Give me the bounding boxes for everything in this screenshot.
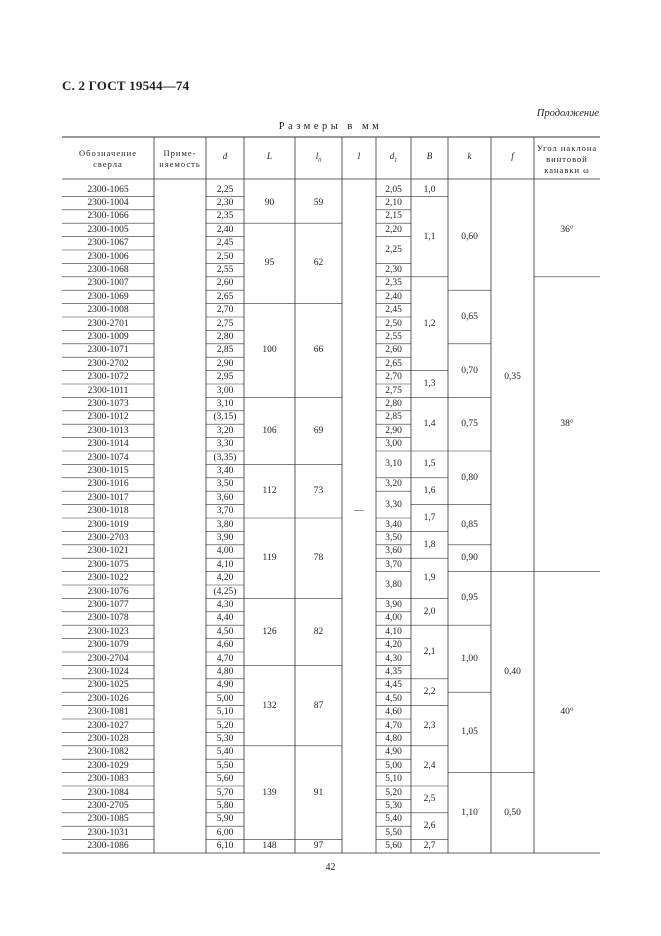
diameter-cell: 3,80	[216, 519, 234, 530]
diameter-d1-cell: 2,55	[385, 332, 402, 343]
width-B-cell: 1,0	[423, 184, 436, 195]
diameter-d1-cell: 2,60	[385, 345, 402, 356]
designation-cell: 2300-2705	[87, 801, 129, 812]
diameter-d1-cell: 2,50	[385, 318, 402, 329]
diameter-d1-cell: 2,30	[385, 265, 402, 276]
k-value-cell: 0,90	[461, 553, 478, 564]
page-header: С. 2 ГОСТ 19544—74	[62, 78, 190, 93]
designation-cell: 2300-1083	[87, 774, 129, 785]
diameter-d1-cell: 3,50	[385, 533, 402, 544]
f-value-cell: 0,50	[504, 807, 521, 818]
length-l0-cell: 66	[313, 345, 324, 356]
designation-cell: 2300-1066	[87, 211, 129, 222]
k-value-cell: 0,80	[461, 472, 478, 483]
k-value-cell: 0,75	[461, 419, 478, 430]
diameter-cell: 6,00	[216, 827, 234, 838]
designation-cell: 2300-1086	[87, 841, 129, 852]
width-B-cell: 2,0	[423, 606, 436, 617]
diameter-cell: 2,70	[216, 305, 234, 316]
diameter-cell: 6,10	[216, 841, 234, 852]
designation-cell: 2300-1082	[87, 747, 129, 758]
designation-cell: 2300-1068	[87, 265, 129, 276]
diameter-cell: 5,20	[216, 720, 234, 731]
diameter-d1-cell: 3,00	[385, 439, 402, 450]
diameter-cell: 2,25	[216, 184, 234, 195]
diameter-cell: 5,60	[216, 774, 234, 785]
designation-cell: 2300-1074	[87, 452, 129, 463]
diameter-cell: 5,40	[216, 747, 234, 758]
designation-cell: 2300-2702	[87, 358, 129, 369]
designation-cell: 2300-1008	[87, 305, 129, 316]
length-L-cell: 112	[262, 486, 277, 497]
length-L-cell: 139	[262, 787, 277, 798]
length-l0-cell: 69	[313, 425, 324, 436]
designation-cell: 2300-1075	[87, 559, 129, 570]
diameter-d1-cell: 2,85	[385, 412, 402, 423]
designation-cell: 2300-1024	[87, 667, 129, 678]
length-l0-cell: 62	[313, 258, 324, 269]
width-B-cell: 1,2	[423, 318, 436, 329]
designation-cell: 2300-1012	[87, 412, 129, 423]
designation-cell: 2300-2701	[87, 318, 129, 329]
length-l-cell: —	[354, 506, 364, 517]
designation-cell: 2300-1079	[87, 640, 129, 651]
header-l0	[295, 151, 342, 167]
helix-angle-cell: 40°	[560, 707, 574, 718]
designation-cell: 2300-1019	[87, 519, 129, 530]
diameter-d1-cell: 3,70	[385, 559, 402, 570]
length-L-cell: 106	[262, 425, 277, 436]
width-B-cell: 1,3	[423, 378, 436, 389]
width-B-cell: 1,1	[423, 231, 436, 242]
designation-cell: 2300-1004	[87, 198, 129, 209]
designation-cell: 2300-1009	[87, 332, 129, 343]
k-value-cell: 0,60	[461, 231, 478, 242]
header-applicability-line2: няемость	[159, 159, 201, 169]
diameter-cell: 4,70	[216, 653, 234, 664]
width-B-cell: 2,3	[423, 720, 436, 731]
designation-cell: 2300-1021	[87, 546, 129, 557]
diameter-d1-cell: 3,60	[385, 546, 402, 557]
designation-cell: 2300-1007	[87, 278, 129, 289]
k-value-cell: 0,85	[461, 519, 478, 530]
designation-cell: 2300-2703	[87, 533, 129, 544]
header-helix-angle-line2: винтовой	[546, 154, 588, 164]
width-B-cell: 1,4	[423, 419, 436, 430]
diameter-d1-cell: 2,25	[385, 244, 402, 255]
width-B-cell: 2,5	[423, 794, 436, 805]
diameter-d1-cell: 2,35	[385, 278, 402, 289]
header-l: l	[357, 151, 361, 161]
diameter-d1-cell: 5,40	[385, 814, 402, 825]
designation-cell: 2300-1014	[87, 439, 129, 450]
diameter-cell: 4,90	[216, 680, 234, 691]
diameter-d1-cell: 4,50	[385, 693, 402, 704]
designation-cell: 2300-1013	[87, 425, 129, 436]
designation-cell: 2300-1018	[87, 506, 129, 517]
diameter-cell: 5,90	[216, 814, 234, 825]
diameter-cell: 2,80	[216, 332, 234, 343]
designation-cell: 2300-1022	[87, 573, 129, 584]
header-designation-line1: Обозначение	[79, 148, 137, 158]
designation-cell: 2300-1016	[87, 479, 129, 490]
width-B-cell: 2,4	[423, 760, 436, 771]
diameter-d1-cell: 2,75	[385, 385, 402, 396]
designation-cell: 2300-1017	[87, 492, 129, 503]
diameter-d1-cell: 4,00	[385, 613, 402, 624]
f-value-cell: 0,40	[504, 667, 521, 678]
designation-cell: 2300-1069	[87, 291, 129, 302]
diameter-d1-cell: 2,65	[385, 358, 402, 369]
designation-cell: 2300-1073	[87, 399, 129, 410]
length-L-cell: 119	[262, 553, 277, 564]
diameter-cell: 2,40	[216, 224, 234, 235]
diameter-d1-cell: 2,90	[385, 425, 402, 436]
length-L-cell: 126	[262, 626, 277, 637]
diameter-cell: 2,30	[216, 198, 234, 209]
diameter-d1-cell: 4,30	[385, 653, 402, 664]
diameter-d1-cell: 2,40	[385, 291, 402, 302]
designation-cell: 2300-1071	[87, 345, 129, 356]
diameter-cell: 4,00	[216, 546, 234, 557]
diameter-cell: 5,70	[216, 787, 234, 798]
header-designation	[62, 148, 154, 170]
diameter-d1-cell: 3,90	[385, 600, 402, 611]
diameter-cell: 4,30	[216, 600, 234, 611]
length-L-cell: 148	[262, 841, 277, 852]
diameter-d1-cell: 3,40	[385, 519, 402, 530]
helix-angle-cell: 38°	[560, 419, 574, 430]
diameter-d1-cell: 4,45	[385, 680, 402, 691]
width-B-cell: 2,2	[423, 687, 436, 698]
designation-cell: 2300-1085	[87, 814, 129, 825]
k-value-cell: 0,95	[461, 593, 478, 604]
designation-cell: 2300-1023	[87, 626, 129, 637]
length-l0-cell: 97	[313, 841, 324, 852]
diameter-d1-cell: 3,80	[385, 579, 402, 590]
diameter-cell: 2,60	[216, 278, 234, 289]
designation-cell: 2300-1076	[87, 586, 129, 597]
diameter-cell: 2,65	[216, 291, 234, 302]
header-l0-sub: 0	[318, 157, 322, 164]
designation-cell: 2300-1028	[87, 734, 129, 745]
diameter-cell: 3,30	[216, 439, 234, 450]
diameter-cell: (4,25)	[213, 586, 237, 597]
diameter-d1-cell: 2,80	[385, 399, 402, 410]
designation-cell: 2300-1077	[87, 600, 129, 611]
designation-cell: 2300-1005	[87, 224, 129, 235]
width-B-cell: 1,9	[423, 573, 436, 584]
length-L-cell: 132	[262, 700, 277, 711]
designation-cell: 2300-1031	[87, 827, 129, 838]
length-l0-cell: 59	[313, 198, 324, 209]
designation-cell: 2300-1065	[87, 184, 129, 195]
diameter-d1-cell: 2,70	[385, 372, 402, 383]
dimensions-caption: Размеры в мм	[278, 121, 383, 132]
diameter-d1-cell: 4,70	[385, 720, 402, 731]
diameter-d1-cell: 4,90	[385, 747, 402, 758]
diameter-d1-cell: 5,30	[385, 801, 402, 812]
k-value-cell: 1,10	[461, 807, 478, 818]
diameter-cell: (3,15)	[213, 412, 237, 423]
diameter-cell: 3,00	[216, 385, 234, 396]
length-l0-cell: 73	[313, 486, 324, 497]
designation-cell: 2300-1072	[87, 372, 129, 383]
diameter-d1-cell: 2,15	[385, 211, 402, 222]
diameter-cell: 3,70	[216, 506, 234, 517]
diameter-d1-cell: 2,45	[385, 305, 402, 316]
diameter-cell: 3,60	[216, 492, 234, 503]
header-d1	[376, 151, 411, 167]
width-B-cell: 1,7	[423, 512, 436, 523]
diameter-cell: 5,10	[216, 707, 234, 718]
diameter-cell: 5,80	[216, 801, 234, 812]
diameter-d1-cell: 4,20	[385, 640, 402, 651]
designation-cell: 2300-2704	[87, 653, 129, 664]
diameter-cell: 2,45	[216, 238, 234, 249]
diameter-cell: 5,30	[216, 734, 234, 745]
header-applicability	[154, 148, 206, 170]
diameter-d1-cell: 5,20	[385, 787, 402, 798]
designation-cell: 2300-1027	[87, 720, 129, 731]
header-B: B	[426, 151, 433, 161]
length-L-cell: 100	[262, 345, 277, 356]
k-value-cell: 1,05	[461, 727, 478, 738]
diameter-d1-cell: 5,60	[385, 841, 402, 852]
designation-cell: 2300-1006	[87, 251, 129, 262]
diameter-cell: 5,00	[216, 693, 234, 704]
width-B-cell: 1,5	[423, 459, 436, 470]
diameter-d1-cell: 4,80	[385, 734, 402, 745]
designation-cell: 2300-1026	[87, 693, 129, 704]
length-L-cell: 95	[264, 258, 275, 269]
diameter-cell: 4,60	[216, 640, 234, 651]
header-helix-angle	[534, 143, 600, 176]
designation-cell: 2300-1084	[87, 787, 129, 798]
diameter-d1-cell: 4,35	[385, 667, 402, 678]
diameter-d1-cell: 5,10	[385, 774, 402, 785]
header-helix-angle-line1: Угол наклона	[536, 143, 598, 153]
diameter-cell: 3,90	[216, 533, 234, 544]
header-l0-symbol: l	[315, 151, 319, 161]
diameter-cell: 2,95	[216, 372, 234, 383]
diameter-cell: 2,55	[216, 265, 234, 276]
designation-cell: 2300-1081	[87, 707, 129, 718]
diameter-cell: 4,80	[216, 667, 234, 678]
diameter-d1-cell: 3,30	[385, 499, 402, 510]
length-l0-cell: 82	[313, 626, 324, 637]
k-value-cell: 1,00	[461, 653, 478, 664]
length-l0-cell: 91	[313, 787, 324, 798]
designation-cell: 2300-1029	[87, 760, 129, 771]
width-B-cell: 1,6	[423, 486, 436, 497]
helix-angle-cell: 36°	[560, 224, 574, 235]
diameter-cell: 3,10	[216, 399, 234, 410]
header-k: k	[467, 151, 472, 161]
diameter-cell: 4,10	[216, 559, 234, 570]
header-L: L	[266, 151, 272, 161]
diameter-cell: 3,20	[216, 425, 234, 436]
diameter-cell: 4,20	[216, 573, 234, 584]
width-B-cell: 2,7	[423, 841, 436, 852]
diameter-cell: (3,35)	[213, 452, 237, 463]
designation-cell: 2300-1011	[87, 385, 129, 396]
f-value-cell: 0,35	[504, 372, 521, 383]
diameter-cell: 2,50	[216, 251, 234, 262]
header-f: f	[511, 151, 514, 161]
diameter-cell: 3,40	[216, 466, 234, 477]
diameter-d1-cell: 3,10	[385, 459, 402, 470]
continuation-label: Продолжение	[536, 108, 599, 119]
header-applicability-line1: Приме-	[163, 148, 197, 158]
diameter-d1-cell: 2,10	[385, 198, 402, 209]
length-l0-cell: 87	[313, 700, 324, 711]
header-designation-line2: сверла	[93, 159, 123, 169]
diameter-cell: 2,90	[216, 358, 234, 369]
length-L-cell: 90	[264, 198, 275, 209]
designation-cell: 2300-1015	[87, 466, 129, 477]
diameter-d1-cell: 3,20	[385, 479, 402, 490]
diameter-cell: 2,35	[216, 211, 234, 222]
k-value-cell: 0,70	[461, 365, 478, 376]
diameter-cell: 5,50	[216, 760, 234, 771]
designation-cell: 2300-1078	[87, 613, 129, 624]
diameter-cell: 2,75	[216, 318, 234, 329]
diameter-d1-cell: 4,60	[385, 707, 402, 718]
length-l0-cell: 78	[313, 553, 324, 564]
diameter-d1-cell: 2,20	[385, 224, 402, 235]
diameter-cell: 4,50	[216, 626, 234, 637]
header-d1-symbol: d	[389, 151, 395, 161]
diameter-d1-cell: 4,10	[385, 626, 402, 637]
k-value-cell: 0,65	[461, 311, 478, 322]
diameter-d1-cell: 5,00	[385, 760, 402, 771]
diameter-cell: 3,50	[216, 479, 234, 490]
diameter-cell: 4,40	[216, 613, 234, 624]
header-helix-angle-line3: канавки ω	[544, 165, 590, 175]
diameter-d1-cell: 2,05	[385, 184, 402, 195]
diameter-cell: 2,85	[216, 345, 234, 356]
width-B-cell: 1,8	[423, 539, 436, 550]
header-d: d	[222, 151, 228, 161]
designation-cell: 2300-1067	[87, 238, 129, 249]
diameter-d1-cell: 5,50	[385, 827, 402, 838]
width-B-cell: 2,1	[423, 646, 436, 657]
width-B-cell: 2,6	[423, 821, 436, 832]
designation-cell: 2300-1025	[87, 680, 129, 691]
header-d1-sub: 1	[394, 157, 398, 164]
page-number: 42	[325, 862, 336, 873]
